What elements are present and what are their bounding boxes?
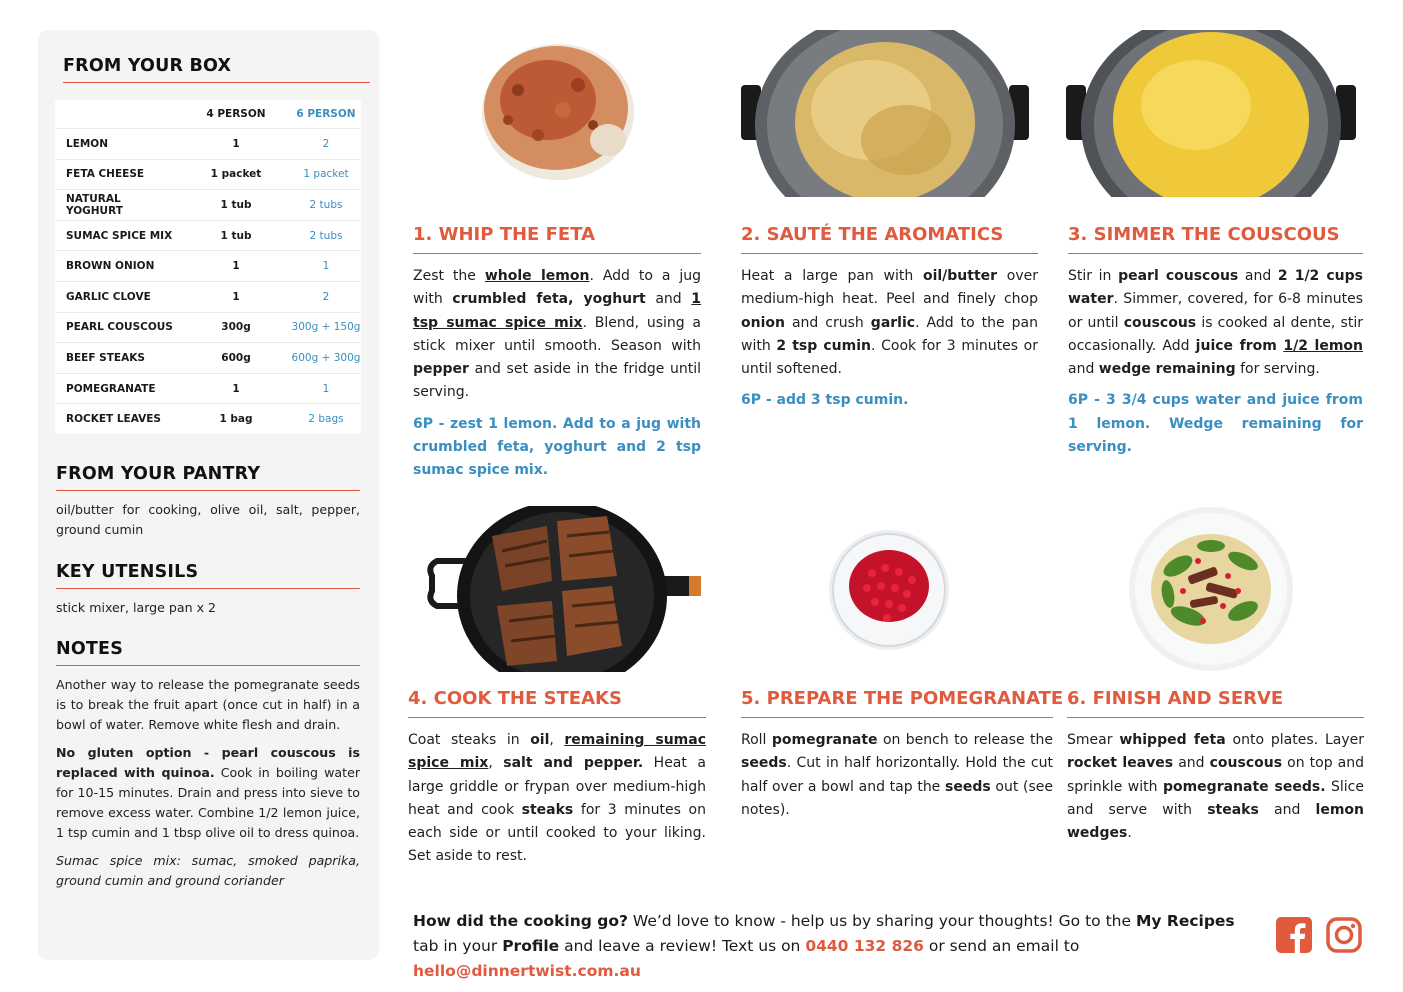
ingredient-name: POMEGRANATE <box>66 382 156 395</box>
step-3-six-person: 6P - 3 3/4 cups water and juice from 1 lemon. Wedge remaining for serving. <box>1068 392 1363 456</box>
table-row <box>55 281 361 312</box>
step-text-fragment: . Add to the pan with <box>741 314 1038 354</box>
ingredient-qty-4p: 1 bag <box>219 413 253 426</box>
step-2 <box>741 224 1038 413</box>
step-text-fragment: . <box>1127 825 1132 842</box>
step-text-fragment: rocket leaves <box>1067 755 1174 772</box>
ingredient-qty-4p: 600g <box>221 351 251 364</box>
step-text-fragment: on bench to release the <box>877 732 1053 748</box>
step-text-fragment: and <box>1258 801 1316 818</box>
step-text-fragment: 2 tsp cumin <box>776 337 871 354</box>
step-4 <box>408 688 706 869</box>
step-2-title: 2. SAUTÉ THE AROMATICS <box>741 224 1038 254</box>
ingredient-qty-6p: 1 <box>322 382 330 395</box>
step-1-text <box>413 265 701 405</box>
ingredient-name: GARLIC CLOVE <box>66 290 151 303</box>
step-text-fragment: 1 tsp sumac spice mix <box>413 291 702 331</box>
ingredient-qty-4p: 1 <box>232 290 240 303</box>
step-text-fragment: seeds <box>945 778 991 795</box>
footer-text-1: We’d love to know - help us by sharing your thoughts! Go to the <box>627 912 1136 930</box>
finished-plate-photo <box>1128 506 1294 672</box>
facebook-icon[interactable] <box>1276 917 1312 953</box>
ingredient-name: BROWN ONION <box>66 260 155 273</box>
step-3-text <box>1068 265 1363 381</box>
step-6-title: 6. FINISH AND SERVE <box>1067 688 1364 718</box>
notes-text <box>56 675 360 891</box>
ingredient-qty-4p: 1 packet <box>210 168 262 181</box>
ingredient-name: ROCKET LEAVES <box>66 413 161 426</box>
step-text-fragment: onion <box>741 314 785 331</box>
my-recipes-link[interactable]: My Recipes <box>1135 912 1235 930</box>
step-6-text <box>1067 729 1364 845</box>
spice-mix-note: Sumac spice mix: sumac, smoked paprika, ground cumin and ground coriander <box>56 853 360 888</box>
step-text-fragment: oil/butter <box>922 268 998 284</box>
step-text-fragment: . Cook for 3 minutes or until softened. <box>741 337 1038 378</box>
step-text-fragment: onto plates. Layer <box>1225 732 1364 748</box>
ingredient-name: BEEF STEAKS <box>66 351 145 364</box>
ingredients-table <box>55 100 361 434</box>
table-header-row <box>55 100 361 128</box>
step-6 <box>1067 688 1364 845</box>
step-text-fragment: Stir in <box>1068 268 1119 284</box>
ingredient-name: PEARL COUSCOUS <box>66 321 173 334</box>
instagram-icon[interactable] <box>1326 917 1362 953</box>
ingredient-qty-6p: 1 packet <box>303 168 349 181</box>
step-5-title: 5. PREPARE THE POMEGRANATE <box>741 688 1053 718</box>
footer-text-3: and leave a review! Text us on <box>559 937 806 955</box>
aromatics-pan-photo <box>741 30 1029 197</box>
ingredient-qty-4p: 1 tub <box>220 198 252 211</box>
table-row <box>55 250 361 281</box>
ingredient-qty-6p: 600g + 300g <box>291 351 361 364</box>
step-text-fragment: . Simmer, covered, for 6-8 minutes or until <box>1068 291 1363 331</box>
ingredient-name: SUMAC SPICE MIX <box>66 229 173 242</box>
step-text-fragment: on top and sprinkle with <box>1067 755 1364 795</box>
step-1 <box>413 224 701 483</box>
from-your-box-title: FROM YOUR BOX <box>63 56 370 83</box>
ingredient-qty-6p: 2 <box>322 137 330 150</box>
phone-number-link[interactable]: 0440 132 826 <box>805 937 924 955</box>
table-row <box>55 373 361 404</box>
footer-question: How did the cooking go? <box>413 912 628 930</box>
ingredient-qty-6p: 2 tubs <box>309 198 343 211</box>
step-text-fragment: steaks <box>1207 801 1259 818</box>
table-row <box>55 342 361 373</box>
step-text-fragment: couscous <box>1123 314 1197 331</box>
pantry-section <box>56 464 360 540</box>
step-5 <box>741 688 1064 822</box>
step-text-fragment: pepper <box>413 361 469 378</box>
ingredient-qty-6p: 300g + 150g <box>291 321 361 334</box>
step-3-title: 3. SIMMER THE COUSCOUS <box>1068 224 1363 254</box>
steaks-griddle-photo <box>427 506 701 672</box>
pomegranate-bowl-photo <box>827 528 951 652</box>
step-text-fragment: and <box>1173 755 1210 772</box>
ingredient-name: NATURAL YOGHURT <box>66 192 123 217</box>
step-text-fragment: Roll <box>741 732 772 748</box>
step-text-fragment: Zest the <box>413 268 485 284</box>
whipped-feta-photo <box>478 40 638 185</box>
step-text-fragment: and <box>1068 361 1099 378</box>
no-gluten-text: Cook in boiling water for 10-15 minutes. Drain and press into sieve to remove excess water. Combine 1/2 lemon juice, 1 tsp cumin and 1 tbsp olive oil to dress quinoa. <box>56 765 360 840</box>
step-text-fragment: for serving. <box>1235 361 1320 378</box>
step-text-fragment: remaining sumac spice mix <box>408 732 706 772</box>
step-text-fragment: oil <box>530 732 550 748</box>
ingredients-sidebar <box>38 30 379 960</box>
step-text-fragment: Heat a large griddle or frypan over medium-high heat and cook <box>408 755 706 818</box>
table-row <box>55 128 361 159</box>
step-text-fragment: seeds <box>741 755 787 772</box>
step-text-fragment: whipped feta <box>1119 732 1226 748</box>
email-link[interactable]: hello@dinnertwist.com.au <box>413 962 641 980</box>
step-text-fragment: . Cut in half horizontally. Hold the cut half over a bowl and tap the <box>741 755 1053 795</box>
step-4-text <box>408 729 706 869</box>
utensils-text: stick mixer, large pan x 2 <box>56 600 217 615</box>
step-text-fragment: lemon wedges <box>1067 801 1365 842</box>
step-text-fragment: is cooked al dente, stir occasionally. Add <box>1068 314 1363 354</box>
utensils-title: KEY UTENSILS <box>56 562 360 589</box>
notes-title: NOTES <box>56 639 360 666</box>
step-text-fragment: Coat steaks in <box>408 732 531 748</box>
step-text-fragment: Slice and serve with <box>1067 778 1364 818</box>
pantry-title: FROM YOUR PANTRY <box>56 464 360 491</box>
table-row <box>55 312 361 343</box>
pantry-text: oil/butter for cooking, olive oil, salt, pepper, ground cumin <box>56 502 360 537</box>
step-text-fragment: and set aside in the fridge until serving. <box>413 361 701 401</box>
step-text-fragment: 1/2 lemon <box>1283 337 1364 354</box>
step-text-fragment: and <box>645 291 692 308</box>
notes-paragraph-3 <box>56 851 360 891</box>
ingredient-name: LEMON <box>66 137 109 150</box>
step-1-title: 1. WHIP THE FETA <box>413 224 701 254</box>
step-text-fragment: . Add to a jug with <box>413 268 702 308</box>
step-text-fragment: , <box>488 755 504 772</box>
table-row <box>55 403 361 434</box>
footer-text-4: or send an email to <box>923 937 1080 955</box>
ingredient-qty-4p: 1 <box>232 137 240 150</box>
step-text-fragment: couscous <box>1209 755 1283 772</box>
step-4-title: 4. COOK THE STEAKS <box>408 688 706 718</box>
step-1-six-person: 6P - zest 1 lemon. Add to a jug with crumbled feta, yoghurt and 2 tsp sumac spice mix. <box>413 415 701 479</box>
step-text-fragment: and crush <box>784 314 871 331</box>
step-text-fragment: over medium-high heat. Peel and finely chop <box>741 268 1039 308</box>
table-row <box>55 159 361 190</box>
step-text-fragment: Smear <box>1067 732 1120 748</box>
step-text-fragment: pearl couscous <box>1118 268 1239 284</box>
step-text-fragment: steaks <box>521 801 574 818</box>
col-4-person: 4 PERSON <box>206 108 266 120</box>
step-text-fragment: , <box>549 732 565 748</box>
couscous-pan-photo <box>1066 30 1356 197</box>
notes-section <box>56 639 360 899</box>
no-gluten-option: No gluten option - pearl couscous is replaced with quinoa. <box>56 745 360 780</box>
ingredient-qty-4p: 1 tub <box>220 229 252 242</box>
col-6-person: 6 PERSON <box>296 108 356 120</box>
footer-text-2: tab in your <box>413 937 503 955</box>
feedback-footer <box>413 909 1263 984</box>
step-5-text <box>741 729 1053 822</box>
step-text-fragment: whole lemon <box>484 268 590 284</box>
step-text-fragment: out (see notes). <box>741 778 1053 818</box>
profile-link[interactable]: Profile <box>502 937 560 955</box>
step-text-fragment: Heat a large pan with <box>741 268 923 284</box>
step-text-fragment: and <box>1238 268 1278 284</box>
step-3 <box>1068 224 1363 459</box>
utensils-section <box>56 562 360 618</box>
ingredient-qty-6p: 2 tubs <box>309 229 343 242</box>
step-text-fragment: pomegranate seeds. <box>1162 778 1326 795</box>
ingredient-qty-4p: 1 <box>232 382 240 395</box>
step-text-fragment: for 3 minutes on each side or until cooked to your liking. Set aside to rest. <box>408 801 706 865</box>
ingredient-qty-4p: 1 <box>232 260 240 273</box>
step-text-fragment: crumbled feta, yoghurt <box>452 291 646 308</box>
ingredient-qty-6p: 2 <box>322 290 330 303</box>
ingredient-qty-4p: 300g <box>221 321 251 334</box>
ingredient-qty-6p: 1 <box>322 260 330 273</box>
step-text-fragment: . Blend, using a stick mixer until smooth. Season with <box>413 314 701 354</box>
step-2-six-person: 6P - add 3 tsp cumin. <box>741 392 909 409</box>
step-2-text <box>741 265 1038 381</box>
step-text-fragment: juice from <box>1195 337 1284 354</box>
table-row <box>55 189 361 220</box>
notes-paragraph-2 <box>56 743 360 843</box>
table-row <box>55 220 361 251</box>
step-text-fragment: 2 1/2 cups water <box>1068 268 1363 308</box>
notes-paragraph-1: Another way to release the pomegranate seeds is to break the fruit apart (once cut in half) in a bowl of water. Remove white flesh and drain. <box>56 677 360 732</box>
ingredient-qty-6p: 2 bags <box>308 413 344 426</box>
ingredient-name: FETA CHEESE <box>66 168 145 181</box>
step-text-fragment: garlic <box>870 314 916 331</box>
step-text-fragment: pomegranate <box>771 732 878 748</box>
step-text-fragment: wedge remaining <box>1098 361 1236 378</box>
step-text-fragment: salt and pepper. <box>503 755 644 772</box>
